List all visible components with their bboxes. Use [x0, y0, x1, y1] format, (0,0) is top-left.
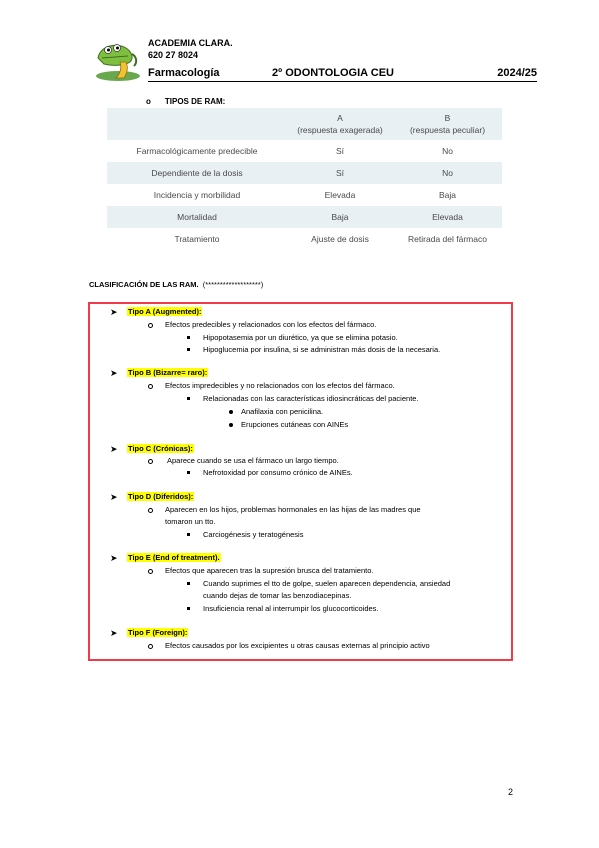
- row-value-b: Retirada del fármaco: [408, 234, 487, 244]
- dot-bullet-icon: [229, 423, 233, 427]
- table-row: [107, 162, 502, 184]
- circle-bullet-icon: [148, 459, 153, 464]
- square-bullet-icon: [187, 607, 190, 610]
- tipo-e-title: Tipo E (End of treatment).: [128, 553, 220, 562]
- arrow-bullet-icon: ➤: [110, 492, 118, 502]
- tipo-b-example-2: Erupciones cutáneas con AINEs: [241, 420, 349, 429]
- row-value-a: Elevada: [324, 190, 356, 200]
- academic-year: 2024/25: [497, 67, 537, 79]
- clasificacion-heading: [89, 280, 263, 289]
- row-value-b: No: [442, 146, 453, 156]
- circle-bullet-icon: [148, 569, 153, 574]
- header-divider: [148, 81, 537, 82]
- table-row: [107, 184, 502, 206]
- col-a-subtitle: (respuesta exagerada): [297, 125, 383, 135]
- tipo-f-title: Tipo F (Foreign):: [128, 628, 188, 637]
- row-label: Farmacológicamente predecible: [136, 146, 258, 156]
- row-value-a: Sí: [335, 168, 345, 178]
- tipo-a-title: Tipo A (Augmented):: [128, 307, 202, 316]
- table-header-a: [287, 108, 393, 140]
- square-bullet-icon: [187, 397, 190, 400]
- dot-bullet-icon: [229, 410, 233, 414]
- row-label: Dependiente de la dosis: [151, 168, 243, 178]
- tipo-d-title: Tipo D (Diferidos):: [128, 492, 194, 501]
- tipo-a-desc: Efectos predecibles y relacionados con los efectos del fármaco.: [165, 320, 377, 329]
- page-header: [90, 34, 537, 82]
- square-bullet-icon: [187, 533, 190, 536]
- clasificacion-stars: (*******************): [202, 280, 264, 289]
- circle-bullet-icon: [148, 323, 153, 328]
- row-label: Tratamiento: [174, 234, 220, 244]
- row-value-a: Sí: [335, 146, 345, 156]
- tipo-e-example-1-line1: Cuando suprimes el tto de golpe, suelen aparecen dependencia, ansiedad: [203, 579, 451, 588]
- table-row: [107, 140, 502, 162]
- row-value-a: Ajuste de dosis: [311, 234, 369, 244]
- tipo-b-example-1: Anafilaxia con penicilina.: [241, 407, 324, 416]
- circle-bullet-icon: [148, 508, 153, 513]
- arrow-bullet-icon: ➤: [110, 553, 118, 563]
- tipo-c-example: Nefrotoxidad por consumo crónico de AINEs.: [203, 468, 353, 477]
- tipo-d-desc-line2: tomaron un tto.: [165, 517, 216, 526]
- tipos-bullet: o: [146, 97, 151, 106]
- subject-title: Farmacología: [148, 67, 220, 79]
- row-label: Incidencia y morbilidad: [153, 190, 241, 200]
- academy-name: ACADEMIA CLARA.: [148, 38, 233, 48]
- course-title: 2º ODONTOLOGIA CEU: [272, 67, 394, 79]
- tipo-a-example-1: Hipopotasemia por un diurético, ya que se elimina potasio.: [203, 333, 398, 342]
- academy-info: [148, 37, 233, 61]
- crocodile-logo-icon: [90, 36, 142, 82]
- tipo-c-title: Tipo C (Crónicas):: [128, 444, 193, 453]
- arrow-bullet-icon: ➤: [110, 444, 118, 454]
- arrow-bullet-icon: ➤: [110, 628, 118, 638]
- table-header-row: [107, 108, 502, 140]
- square-bullet-icon: [187, 348, 190, 351]
- tipo-c-desc: Aparece cuando se usa el fármaco un largo tiempo.: [167, 456, 339, 465]
- tipo-e-example-1-line2: cuando dejas de tomar las benzodiacepinas.: [203, 591, 352, 600]
- col-b-title: B: [444, 113, 451, 123]
- row-label: Mortalidad: [177, 212, 217, 222]
- table-header-empty: [107, 108, 287, 140]
- table-row: [107, 206, 502, 228]
- table-row: [107, 228, 502, 250]
- tipo-b-sub: Relacionadas con las características idiosincráticas del paciente.: [203, 394, 419, 403]
- ram-types-table: [107, 108, 502, 250]
- circle-bullet-icon: [148, 384, 153, 389]
- academy-phone: 620 27 8024: [148, 50, 199, 60]
- clasificacion-title: CLASIFICACIÓN DE LAS RAM.: [89, 280, 199, 289]
- row-value-a: Baja: [331, 212, 349, 222]
- tipos-label: TIPOS DE RAM:: [164, 97, 226, 106]
- square-bullet-icon: [187, 336, 190, 339]
- col-a-title: A: [337, 113, 343, 123]
- square-bullet-icon: [187, 471, 190, 474]
- page-number: 2: [508, 787, 514, 797]
- tipos-heading: [146, 97, 225, 106]
- tipo-e-desc: Efectos que aparecen tras la supresión brusca del tratamiento.: [165, 566, 374, 575]
- square-bullet-icon: [187, 582, 190, 585]
- tipo-b-desc: Efectos impredecibles y no relacionados con los efectos del fármaco.: [165, 381, 395, 390]
- col-b-subtitle: (respuesta peculiar): [409, 125, 486, 135]
- tipo-d-example: Carciogénesis y teratogénesis: [203, 530, 304, 539]
- circle-bullet-icon: [148, 644, 153, 649]
- tipo-e-example-2: Insuficiencia renal al interrumpir los glucocorticoides.: [203, 604, 379, 613]
- row-value-b: No: [442, 168, 453, 178]
- row-value-b: Elevada: [432, 212, 463, 222]
- tipo-a-example-2: Hipoglucemia por insulina, si se administran más dosis de la necesaria.: [203, 345, 441, 354]
- arrow-bullet-icon: ➤: [110, 307, 118, 317]
- table-header-b: [393, 108, 502, 140]
- arrow-bullet-icon: ➤: [110, 368, 118, 378]
- tipo-b-title: Tipo B (Bizarre= raro):: [128, 368, 208, 377]
- tipo-d-desc-line1: Aparecen en los hijos, problemas hormonales en las hijas de las madres que: [165, 505, 421, 514]
- tipo-f-desc: Efectos causados por los excipientes u otras causas externas al principio activo: [165, 641, 430, 650]
- row-value-b: Baja: [438, 190, 456, 200]
